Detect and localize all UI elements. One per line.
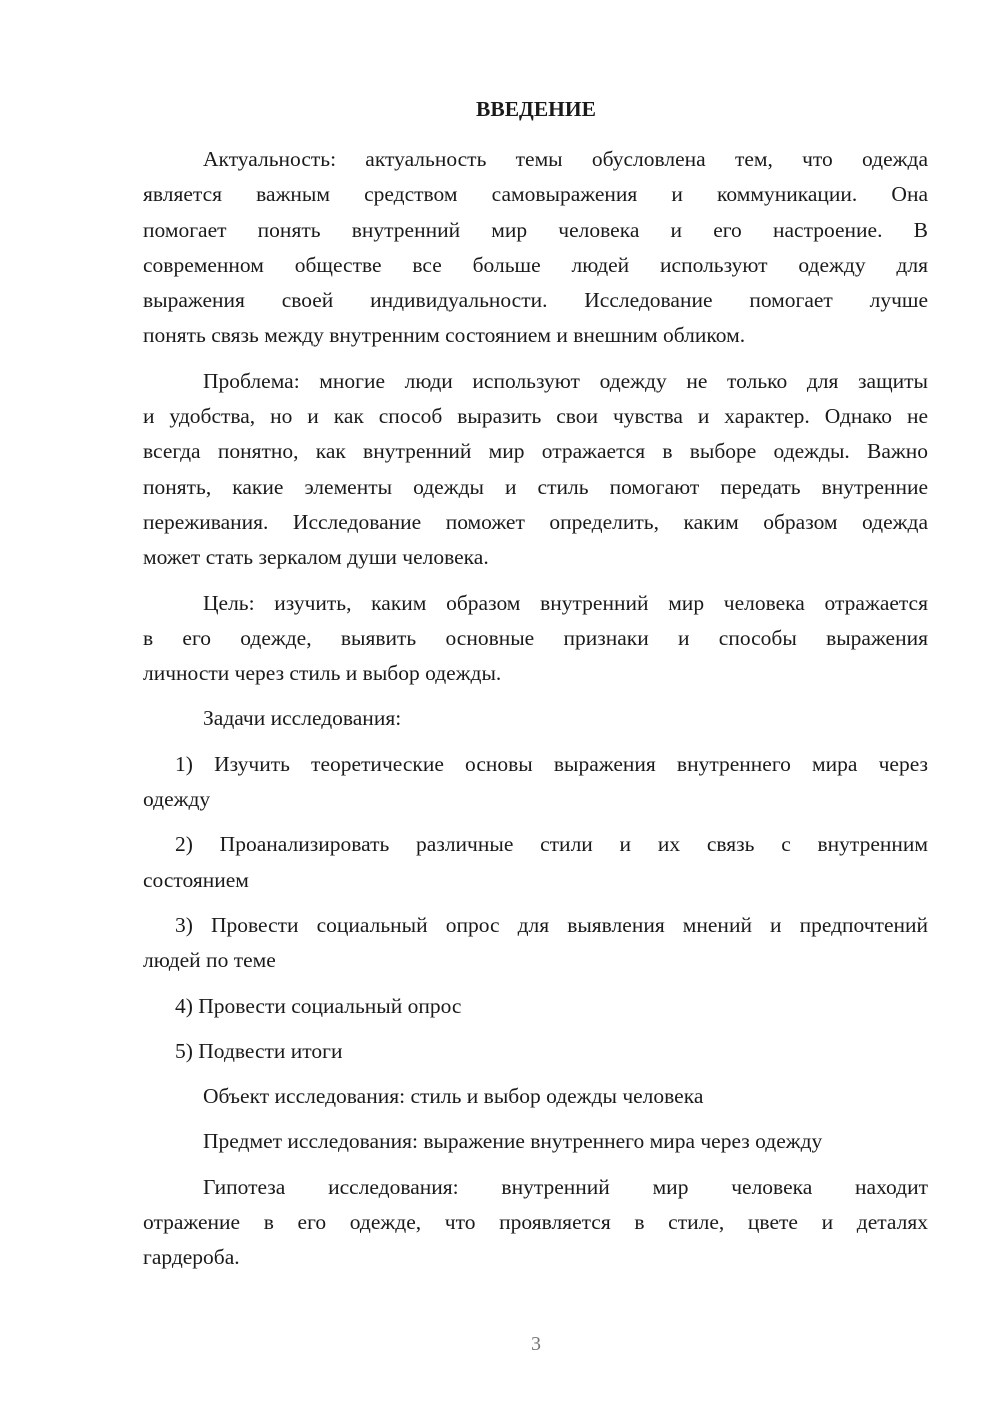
paragraph [143,1124,928,1159]
text-line: Предмет исследования: выражение внутреннего мира через одежду [203,1129,823,1154]
page-number: 3 [531,1333,541,1355]
text-line: 3) Провести социальный опрос для выявления мнений и предпочтений [175,912,928,937]
text-line: отражение в его одежде, что проявляется в стиле, цвете и деталях [143,1210,928,1235]
paragraph [143,701,928,736]
text-line: 4) Провести социальный опрос [175,993,462,1018]
paragraph [143,142,928,354]
text-line: понять связь между внутренним состоянием и внешним обликом. [143,323,746,348]
text-line: людей по теме [143,948,276,973]
paragraph [143,1170,928,1276]
text-line: Объект исследования: стиль и выбор одежды человека [203,1084,704,1109]
text-line: Актуальность: актуальность темы обусловлена тем, что одежда [203,147,928,171]
text-line: может стать зеркалом души человека. [143,545,489,570]
paragraph [143,989,928,1024]
text-line: всегда понятно, как внутренний мир отражается в выборе одежды. Важно [143,439,928,464]
page-title: ВВЕДЕНИЕ [476,97,596,121]
paragraph [143,1079,928,1114]
text-line: Задачи исследования: [203,706,402,731]
text-line: является важным средством самовыражения и коммуникации. Она [143,182,928,207]
text-line: личности через стиль и выбор одежды. [143,661,502,686]
text-line: помогает понять внутренний мир человека и его настроение. В [143,217,928,242]
text-line: Проблема: многие люди используют одежду не только для защиты [203,368,928,393]
text-line: 5) Подвести итоги [175,1038,343,1063]
text-line: 1) Изучить теоретические основы выражения внутреннего мира через [175,751,928,776]
text-line: 2) Проанализировать различные стили и их связь с внутренним [175,832,928,857]
document-body [143,142,928,1286]
text-line: переживания. Исследование поможет определить, каким образом одежда [143,509,928,534]
paragraph [143,586,928,692]
paragraph [143,827,928,898]
paragraph [143,1034,928,1069]
paragraph [143,364,928,576]
text-line: Гипотеза исследования: внутренний мир человека находит [203,1174,928,1199]
text-line: современном обществе все больше людей используют одежду для [143,252,928,277]
text-line: понять, какие элементы одежды и стиль помогают передать внутренние [143,474,928,499]
text-line: Цель: изучить, каким образом внутренний мир человека отражается [203,590,928,615]
paragraph [143,747,928,818]
text-line: одежду [143,787,211,812]
text-line: в его одежде, выявить основные признаки и способы выражения [143,625,928,650]
text-line: выражения своей индивидуальности. Исследование помогает лучше [143,288,928,313]
text-line: гардероба. [143,1245,240,1270]
text-line: состоянием [143,867,249,892]
text-line: и удобства, но и как способ выразить свои чувства и характер. Однако не [143,404,928,429]
paragraph [143,908,928,979]
